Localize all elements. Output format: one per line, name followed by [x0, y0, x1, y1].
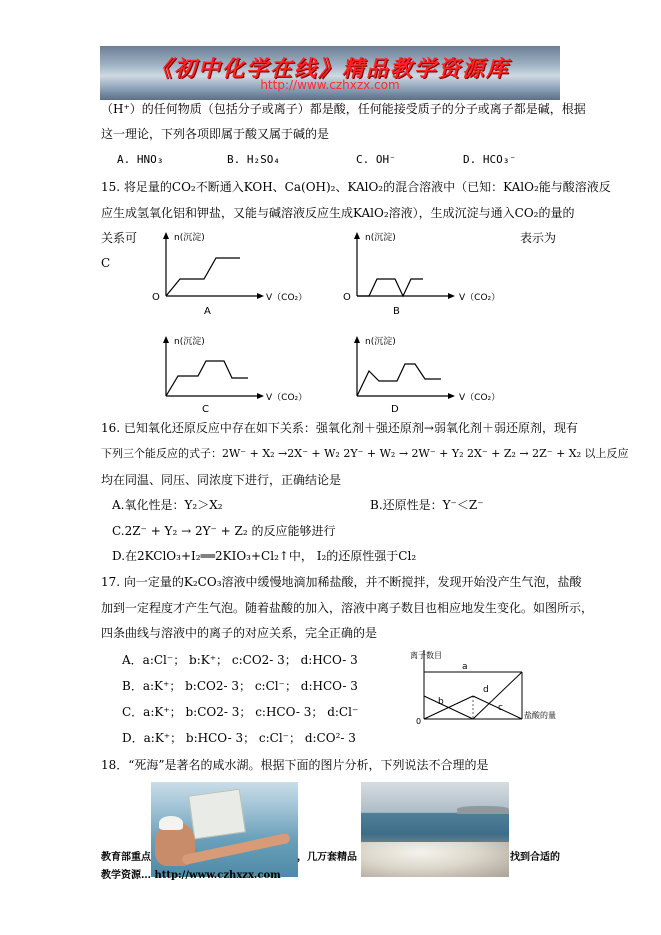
q15-graph-b [343, 230, 518, 320]
graph-label: A [204, 306, 211, 317]
q17-line-2: 加到一定程度才产生气泡。随着盐酸的加入，溶液中离子数目也相应地发生变化。如图所示， [101, 601, 594, 615]
y-arrow [354, 336, 360, 343]
q17-option-d: D．a:K⁺； b:HCO- 3； c:Cl⁻； d:CO²- 3 [122, 731, 356, 745]
footer-line-2[interactable]: 教学资源… http://www.czhxzx.com [101, 870, 281, 881]
q17-option-b: B．a:K⁺； b:CO2- 3； c:Cl⁻； d:HCO- 3 [122, 679, 358, 693]
graph-ylabel: n(沉淀) [365, 337, 396, 347]
graph-label: C [202, 404, 209, 415]
curve [357, 279, 423, 296]
curve-label-d: d [483, 685, 489, 695]
curve-label-c: c [498, 703, 503, 713]
q18-line-1: 18．“死海”是著名的咸水湖。根据下面的图片分析，下列说法不合理的是 [101, 758, 489, 772]
intro-option-c: C. OH⁻ [356, 153, 396, 166]
curve-label-b: b [438, 697, 444, 707]
graph-xlabel: V（CO₂） [266, 293, 308, 303]
q15-answer: C [101, 256, 111, 270]
q16-option-a: A.氧化性是：Y₂＞X₂ [112, 498, 223, 512]
y-arrow [354, 232, 360, 239]
banner-url[interactable]: http://www.czhxzx.com [260, 78, 400, 92]
q16-line-3: 均在同温、同压、同浓度下进行，正确结论是 [101, 473, 342, 487]
q16-option-b: B.还原性是：Y⁻＜Z⁻ [370, 498, 484, 512]
intro-line-1: （H⁺）的任何物质（包括分子或离子）都是酸，任何能接受质子的分子或离子都是碱，根据 [101, 102, 586, 116]
q17-ion-chart [400, 646, 585, 731]
graph-origin: O [152, 292, 160, 303]
graph-xlabel: V（CO₂） [459, 393, 501, 403]
x-arrow [257, 393, 264, 399]
chart-ylabel: 离子数目 [410, 651, 442, 660]
graph-label: B [393, 306, 400, 317]
q15-line-2: 应生成氢氧化铝和钾盐，又能与碱溶液反应生成KAlO₂溶液），生成沉淀与通入CO₂的量的 [101, 206, 575, 220]
x-arrow [448, 393, 455, 399]
q17-line-3: 四条曲线与溶液中的离子的对应关系，完全正确的是 [101, 626, 378, 640]
q15-line-3-left: 关系可 [101, 231, 138, 245]
chart-xlabel: 盐酸的量 [524, 711, 556, 720]
graph-xlabel: V（CO₂） [459, 293, 501, 303]
x-arrow [448, 293, 455, 299]
q16-option-c: C.2Z⁻ + Y₂ → 2Y⁻ + Z₂ 的反应能够进行 [112, 524, 336, 538]
graph-ylabel: n(沉淀) [365, 233, 396, 243]
q17-line-1: 17. 向一定量的K₂CO₃溶液中缓慢地滴加稀盐酸，并不断搅拌，发现开始没产生气泡，盐酸 [101, 575, 582, 589]
header-banner [100, 46, 560, 100]
q16-line-1: 16. 已知氧化还原反应中存在如下关系：强氧化剂＋强还原剂→弱氧化剂＋弱还原剂，现有 [101, 421, 578, 435]
graph-ylabel: n(沉淀) [174, 337, 205, 347]
graph-xlabel: V（CO₂） [266, 393, 308, 403]
intro-option-a: A. HNO₃ [117, 153, 164, 166]
intro-option-b: B. H₂SO₄ [227, 153, 280, 166]
footer-left: 教育部重点 [101, 852, 151, 863]
curve [166, 258, 240, 296]
q17-option-a: A．a:Cl⁻； b:K⁺； c:CO2- 3； d:HCO- 3 [122, 653, 358, 667]
q15-graph-c [152, 334, 322, 416]
intro-option-d: D. HCO₃⁻ [463, 153, 516, 166]
graph-label: D [391, 404, 399, 415]
y-arrow [163, 232, 169, 239]
graph-origin: O [343, 292, 351, 303]
curve [357, 364, 441, 396]
q15-line-1: 15. 将足量的CO₂不断通入KOH、Ca(OH)₂、KAlO₂的混合溶液中（已知：KAlO₂能与酸溶液反 [101, 180, 611, 194]
newspaper [188, 789, 246, 840]
dead-sea-salt-photo [361, 782, 509, 877]
x-arrow [257, 293, 264, 299]
curve [166, 361, 248, 396]
hat [159, 816, 183, 830]
y-arrow [163, 336, 169, 343]
far-shore [457, 806, 509, 814]
q15-line-3-right: 表示为 [520, 231, 557, 245]
intro-line-2: 这一理论，下列各项即属于酸又属于碱的是 [101, 127, 330, 141]
salt-crust [361, 842, 509, 877]
q15-graph-d [343, 334, 518, 416]
banner-title: 《初中化学在线》精品教学资源库 [149, 56, 510, 82]
q16-line-2: 下列三个能反应的式子：2W⁻ + X₂ →2X⁻ + W₂ 2Y⁻ + W₂ → 2W⁻ + Y₂ 2X⁻ + Z₂ → 2Z⁻ + X₂ 以上反应 [101, 447, 629, 460]
graph-ylabel: n(沉淀) [174, 233, 205, 243]
q16-option-d: D.在2KClO₃+I₂══2KIO₃+Cl₂↑中， I₂的还原性强于Cl₂ [112, 549, 417, 563]
chart-origin: 0 [416, 717, 422, 726]
footer-mid: ，几万套精品 [297, 852, 357, 863]
curve-label-a: a [462, 662, 468, 672]
q15-graph-a [152, 230, 322, 320]
dead-sea-floating-photo [151, 782, 298, 877]
q17-option-c: C．a:K⁺； b:CO2- 3； c:HCO- 3； d:Cl⁻ [122, 705, 359, 719]
footer-right: 找到合适的 [510, 852, 560, 863]
